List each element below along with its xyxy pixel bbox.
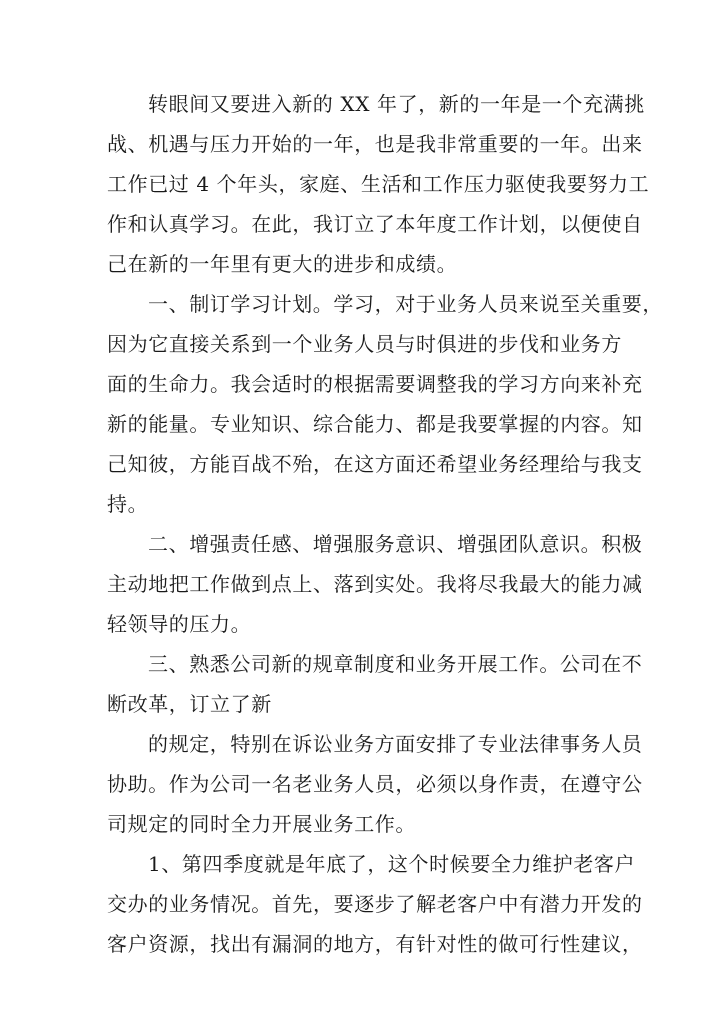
text-line: 的规定，特别在诉讼业务方面安排了专业法律事务人员 — [148, 732, 643, 756]
text-line: 协助。作为公司一名老业务人员，必须以身作责，在遵守公 — [107, 772, 643, 796]
text-line: 战、机遇与压力开始的一年，也是我非常重要的一年。出来 — [107, 132, 643, 156]
text-line: 己在新的一年里有更大的进步和成绩。 — [107, 252, 458, 276]
text-line: 新的能量。专业知识、综合能力、都是我要掌握的内容。知 — [107, 412, 643, 436]
document-body — [107, 84, 663, 964]
text-line: 交办的业务情况。首先，要逐步了解老客户中有潜力开发的 — [107, 892, 643, 916]
text-line: 工作已过 4 个年头，家庭、生活和工作压力驱使我要努力工 — [107, 172, 650, 196]
text-line: 客户资源，找出有漏洞的地方，有针对性的做可行性建议， — [107, 932, 643, 956]
text-line: 轻领导的压力。 — [107, 612, 252, 636]
text-line: 因为它直接关系到一个业务人员与时俱进的步伐和业务方 — [107, 332, 622, 356]
text-line: 断改革，订立了新 — [107, 692, 272, 716]
text-line: 作和认真学习。在此，我订立了本年度工作计划，以便使自 — [107, 212, 643, 236]
text-line: 三、熟悉公司新的规章制度和业务开展工作。公司在不 — [148, 652, 643, 676]
text-line: 1、第四季度就是年底了，这个时候要全力维护老客户 — [148, 852, 636, 876]
text-line: 面的生命力。我会适时的根据需要调整我的学习方向来补充 — [107, 372, 643, 396]
text-line: 一、制订学习计划。学习，对于业务人员来说至关重要， — [148, 292, 663, 316]
text-line: 二、增强责任感、增强服务意识、增强团队意识。积极 — [148, 532, 643, 556]
text-line: 转眼间又要进入新的 XX 年了，新的一年是一个充满挑 — [148, 92, 645, 116]
text-line: 司规定的同时全力开展业务工作。 — [107, 812, 416, 836]
text-line: 持。 — [107, 492, 149, 516]
text-line: 己知彼，方能百战不殆，在这方面还希望业务经理给与我支 — [107, 452, 643, 476]
text-line: 主动地把工作做到点上、落到实处。我将尽我最大的能力减 — [107, 572, 643, 596]
